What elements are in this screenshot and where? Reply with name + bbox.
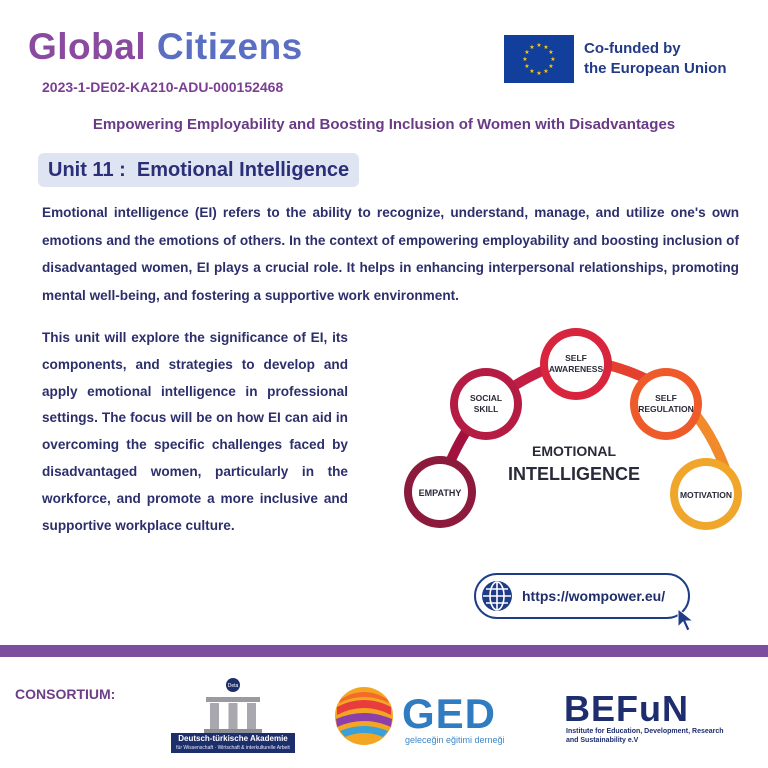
unit-title: Unit 11 : Emotional Intelligence <box>38 153 359 187</box>
node-awareness-line1: SELF <box>565 353 587 363</box>
svg-text:★: ★ <box>522 56 528 63</box>
brand-title-part2: Citizens <box>156 26 303 67</box>
node-empathy-label: EMPATHY <box>418 488 462 498</box>
footer-divider-band <box>0 645 768 657</box>
eu-funding-logo <box>504 34 740 84</box>
node-awareness-line2: AWARENESS <box>548 364 604 374</box>
svg-text:★: ★ <box>529 68 535 75</box>
svg-text:★: ★ <box>548 63 554 70</box>
node-social-line1: SOCIAL <box>469 393 503 403</box>
svg-text:★: ★ <box>524 49 530 56</box>
brand-title-part1: Global <box>28 26 147 67</box>
project-subtitle: Empowering Employability and Boosting Inclusion of Women with Disadvantages <box>92 116 676 133</box>
node-motivation <box>670 458 742 530</box>
node-regulation-line2: REGULATION <box>638 404 694 414</box>
brand-title <box>28 26 303 68</box>
emotional-intelligence-diagram <box>400 320 760 550</box>
ged-subtitle: geleceğin eğitimi derneği <box>405 735 505 745</box>
cursor-arrow-icon <box>676 607 700 635</box>
node-social-skill <box>450 368 522 440</box>
ged-name: GED <box>402 690 497 737</box>
ged-sphere-logo-icon <box>333 685 395 747</box>
svg-text:★: ★ <box>548 49 554 56</box>
svg-text:★: ★ <box>524 63 530 70</box>
eu-line2: the European Union <box>584 60 727 77</box>
intro-paragraph: Emotional intelligence (EI) refers to the ability to recognize, understand, manage, and utilize one's own emotions and the emotions of others. In the context of empowering employability and boosting inclusion of disadvantaged women, EI plays a crucial role. It helps in enhancing interpersonal relationships, promoting mental well-being, and fostering a supportive work environment. <box>42 205 739 303</box>
node-empathy <box>404 456 476 528</box>
globe-icon <box>480 579 514 613</box>
node-regulation-line1: SELF <box>655 393 677 403</box>
node-self-regulation <box>630 368 702 440</box>
diagram-center-line2: INTELLIGENCE <box>507 464 641 484</box>
node-self-awareness <box>540 328 612 400</box>
eu-stars-icon <box>504 35 574 83</box>
consortium-label: CONSORTIUM: <box>15 686 116 702</box>
node-social-line2: SKILL <box>473 404 499 414</box>
explore-paragraph: This unit will explore the significance of EI, its components, and strategies to develop and apply emotional intelligence in professional settings. The focus will be on how EI can aid in overcoming the specific challenges faced by disadvantaged women, particularly in the workforce, and promote a more inclusive and supportive workplace culture. <box>42 330 348 533</box>
project-code: 2023-1-DE02-KA210-ADU-000152468 <box>42 79 284 95</box>
dta-subtitle: für Wissenschaft · Wirtschaft & interkulturelle Arbeit <box>176 745 290 751</box>
eu-flag-icon <box>504 35 574 83</box>
dta-columns-logo-icon <box>198 677 268 735</box>
svg-text:★: ★ <box>543 68 549 75</box>
dta-badge-text: Deta <box>227 683 239 689</box>
diagram-center-line1: EMOTIONAL <box>532 443 616 459</box>
node-motivation-label: MOTIVATION <box>679 490 733 500</box>
befun-subtitle: Institute for Education, Development, Research and Sustainability e.V <box>566 728 724 744</box>
svg-text:★: ★ <box>550 56 556 63</box>
svg-text:★: ★ <box>529 44 535 51</box>
svg-text:★: ★ <box>536 42 542 49</box>
website-url[interactable]: https://wompower.eu/ <box>522 588 666 604</box>
eu-funding-text <box>584 39 727 79</box>
eu-line1: Co-funded by <box>584 40 681 57</box>
svg-text:★: ★ <box>543 44 549 51</box>
svg-text:★: ★ <box>536 70 542 77</box>
dta-name: Deutsch-türkische Akademie <box>171 733 295 753</box>
befun-name: BEFuN <box>564 688 689 729</box>
